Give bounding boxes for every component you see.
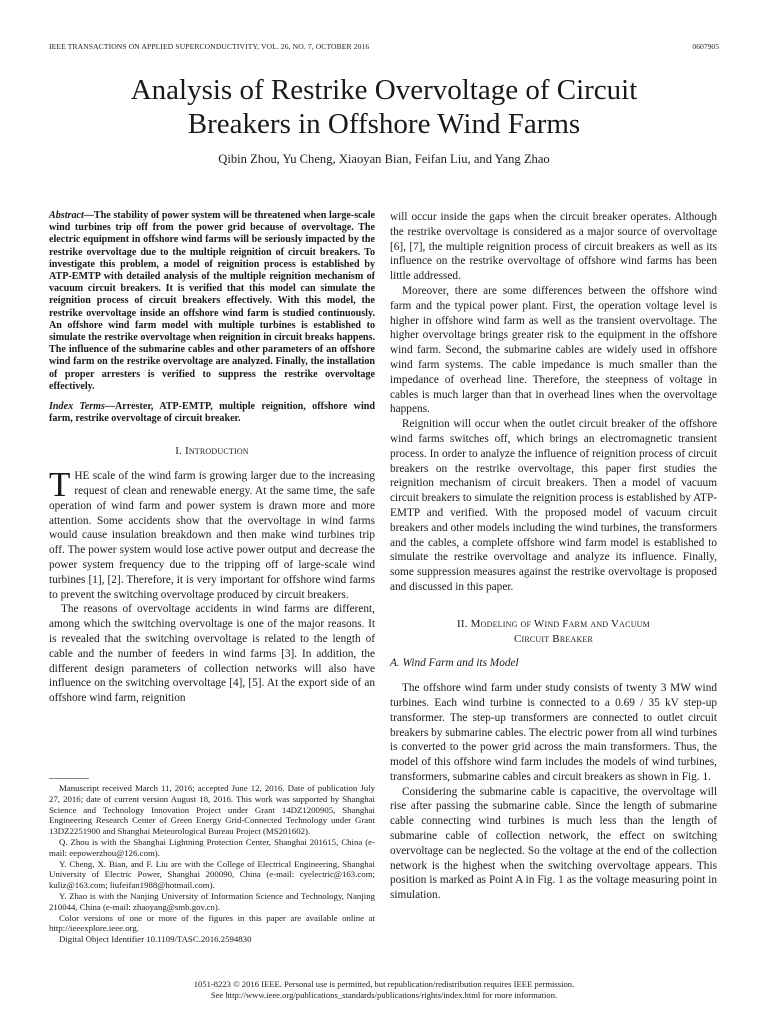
footnotes	[49, 783, 375, 945]
right-paragraph-1: will occur inside the gaps when the circuit breaker operates. Although the restrike overvoltage is considered as a major source of overvoltage [6], [7], the multiple reignition process of circuit breakers as well as its influence on the restrike overvoltage of offshore wind farms has been little addressed.	[390, 211, 717, 283]
right-column	[390, 210, 717, 903]
section-heading-modeling-line-2: Circuit Breaker	[513, 632, 594, 645]
index-terms	[49, 401, 375, 425]
right-paragraph-2: Moreover, there are some differences between the offshore wind farm and the typical power plant. First, the operation voltage level is higher in offshore wind farm as well as the transient overvoltage. The higher overvoltage brings greater risk to the equipment in the offshore wind farm. Second, the submarine cables are widely used in offshore wind farm systems. The cable impedance is much smaller than the impedance of overhead line. Therefore, the steepness of voltage in cables is much larger than that in overhead lines when the overvoltage happens.	[390, 284, 717, 416]
footnote-affiliation-zhao: Y. Zhao is with the Nanjing University of Information Science and Technology, Nanjing 210044, China (e-mail: zhaoyang@smb.gov.cn).	[49, 890, 375, 912]
author-list: Qibin Zhou, Yu Cheng, Xiaoyan Bian, Feifan Liu, and Yang Zhao	[218, 152, 550, 166]
abstract-text: —The stability of power system will be threatened when large-scale wind turbines trip off from the power grid because of overvoltage. The electric equipment in offshore wind farms will be seriously impacted by the restrike overvoltage due to the multiple reignition of circuit breakers. To investigate this problem, a model of reignition process is established by ATP-EMTP with detailed analysis of the multiple reignition mechanism of vacuum circuit breakers. It is verified that this model can simulate the reignition process of circuit breakers effectively. With this model, the restrike overvoltage inside an offshore wind farm is studied continuously. An offshore wind farm model with multiple turbines is established to simulate the restrike overvoltage when reignition in circuit breaks happens. The influence of the submarine cables and other parameters of an offshore wind farm on the restrike overvoltage are analyzed. Finally, the installation of proper arresters is verified to suppress the restrike overvoltage effectively.	[49, 210, 375, 392]
footnote-color-versions: Color versions of one or more of the figures in this paper are available online at http://ieeexplore.ieee.org.	[49, 912, 375, 934]
subsection-heading-wind-farm: A. Wind Farm and its Model	[390, 657, 519, 670]
section-heading-modeling	[390, 617, 717, 647]
right-paragraph-3: Reignition will occur when the outlet circuit breaker of the offshore wind farms switches off, which brings an electromagnetic transient process. In order to analyze the influence of reignition process of circuit breakers on the restrike overvoltage, this paper first studies the reignition mechanism of circuit breakers. Then a model of vacuum circuit breakers to simulate the reignition process is established by ATP-EMTP and verified. With the proposed model of vacuum circuit breakers and other models including the wind turbines, the transformers and the cables, a complete offshore wind farm model is established to simulate the restrike overvoltage and analyze its influence. Finally, some suppression measures against the restrike overvoltage is proposed and discussed in this paper.	[390, 418, 717, 593]
drop-cap: T	[49, 465, 71, 505]
right-paragraph-5: Considering the submarine cable is capacitive, the overvoltage will rise after passing the submarine cable. Since the length of submarine cable connecting wind turbines is much less than the length of submarine cable of collection network, the effect on switching overvoltage can be neglected. So the voltage at the end of the collection network is the highest when the switching overvoltage appears. This position is marked as Point A in Fig. 1 as the voltage measuring point in simulation.	[390, 785, 717, 902]
intro-paragraph-1	[49, 465, 375, 602]
intro-paragraph-1-text: HE scale of the wind farm is growing larger due to the increasing request of clean and renewable energy. At the same time, the safe operation of wind farm and power system is drawn more and more attention. Some accidents show that the overvoltage in wind farms would cause insulation breakdown and then make wind turbines trip off. The power system would lose active power output and decrease the power system frequency due to the tripping off of large-scale wind turbines [1], [2]. Therefore, it is very important for offshore wind farms to prevent the switching overvoltage produced by circuit breakers.	[49, 470, 375, 601]
footnote-affiliation-zhou: Q. Zhou is with the Shanghai Lightning Protection Center, Shanghai 201615, China (e-mail: eepowerzhou@126.com).	[49, 836, 375, 858]
index-terms-text: —Arrester, ATP-EMTP, multiple reignition, offshore wind farm, restrike overvoltage of circuit breaker.	[49, 401, 375, 425]
footnote-rule	[49, 778, 89, 779]
article-number: 0607905	[692, 42, 719, 51]
copyright-notice	[40, 979, 728, 1002]
copyright-line-2: See http://www.ieee.org/publications_standards/publications/rights/index.html for more information.	[210, 990, 558, 1001]
abstract-label: Abstract	[49, 210, 84, 221]
intro-paragraph-2: The reasons of overvoltage accidents in wind farms are different, among which the switching overvoltage is one of the major reasons. It is revealed that the switching overvoltage is related to the length of cable and the number of feeders in wind farms [3]. In addition, the different design parameters of collection networks will also have influence on the switching overvoltage [4], [5]. At the export side of an offshore wind farm, reignition	[49, 603, 375, 705]
abstract	[49, 210, 375, 393]
title-line-2: Breakers in Offshore Wind Farms	[187, 108, 581, 140]
footnote-manuscript: Manuscript received March 11, 2016; accepted June 12, 2016. Date of publication July 27, 2016; date of current version August 18, 2016. This work was supported by Shanghai Science and Technology Innovation Project under Grant 14DZ1200905, Shanghai Engineering Research Center of Green Energy Grid-Connected Technology under Grant 13DZ2251900 and Shanghai Meteorological Bureau Project (MS201602).	[49, 783, 375, 837]
title-line-1: Analysis of Restrike Overvoltage of Circuit	[130, 74, 638, 106]
right-paragraph-4: The offshore wind farm under study consists of twenty 3 MW wind turbines. Each wind turbine is connected to a 0.69 / 35 kV step-up transformer. The step-up transformers are connected to outlet circuit breakers by submarine cables. The electric power from all wind turbines is converted to the power grid across the main transformers. Thus, the model of this offshore wind farm includes the models of wind turbines, transformers, submarine cables and circuit breakers as shown in Fig. 1.	[390, 682, 717, 783]
section-heading-introduction: I. Introduction	[175, 445, 249, 458]
paper-title	[40, 73, 728, 141]
running-header: IEEE TRANSACTIONS ON APPLIED SUPERCONDUCTIVITY, VOL. 26, NO. 7, OCTOBER 2016	[49, 42, 370, 51]
left-column	[49, 210, 375, 706]
copyright-line-1: 1051-8223 © 2016 IEEE. Personal use is permitted, but republication/redistribution requires IEEE permission.	[193, 979, 575, 989]
footnote-affiliation-cheng: Y. Cheng, X. Bian, and F. Liu are with the College of Electrical Engineering, Shanghai University of Electric Power, Shanghai 200090, China (e-mail: cyelectric@163.com; kuliz@163.com; liufeifan1988@hotmail.com).	[49, 858, 375, 891]
index-terms-label: Index Terms	[49, 401, 105, 413]
section-heading-modeling-line-1: II. Modeling of Wind Farm and Vacuum	[457, 617, 650, 630]
footnote-doi: Digital Object Identifier 10.1109/TASC.2016.2594830	[59, 934, 252, 945]
